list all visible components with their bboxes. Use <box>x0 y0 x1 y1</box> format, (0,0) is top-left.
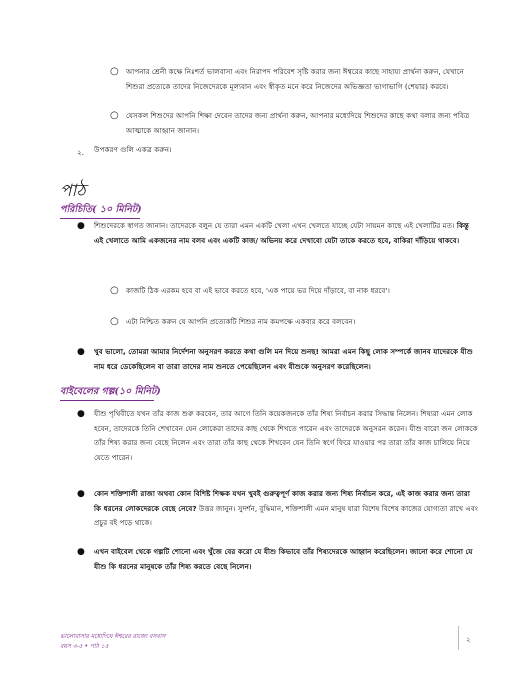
lesson-heading: পাঠ <box>60 181 86 201</box>
story-bullet-1: যীশু পৃথিবীতে যখন তাঁর কাজ শুরু করবেন, তার আগে তিনি কয়েকজনকে তাঁর শিষ্য নির্বাচন করার সিদ্ধান্ত নিলেন। শিষ্যরা এমন লোক হবেন, তাদেরকে তিনি শেখাবেন যেন লোকেরা তাদের কাছ থেকে শিখতে পারেন এবং তাদেরকে অনুসরন করেন। যীশু বারো জন লোককে তাঁর শিষ্য করার জন্য বেছে নিলেন এবং তারা তাঁর কাছ থেকে শিখবেন যেন তিনি স্বর্গে ফিরে যাওয়ার পর তারা তাঁর কাজ চালিয়ে নিয়ে যেতে পারেন। <box>94 409 478 462</box>
intro-bullet-1-bold: কিন্তু এই খেলাতে আমি একজনের নাম বলব এবং একটি কাজ/ অভিনয় করে দেখাবো যেটা তাকে করতে হবে, বাকিরা দাঁড়িয়ে থাকবে। <box>94 221 469 245</box>
section-title-introduction: পরিচিতি( ১০ মিনিট) <box>60 204 142 215</box>
section-underline <box>60 400 154 401</box>
intro-sub-bullet-2: এটা নিশ্চিত করুন যে আপনি প্রত্যেকটি শিশুর নাম কমপক্ষে একবার করে বলবেন। <box>126 317 356 326</box>
footer-subtitle: বয়স ৩-৫ • পাঠ ১৫ <box>60 643 109 650</box>
page-number: ২ <box>466 636 471 644</box>
circle-bullet-icon: ○ <box>110 285 119 296</box>
section-title-bible-story: বাইবেলের গল্প(১০ মিনিট) <box>60 386 161 397</box>
footer-title: ভালোবাসার মধ্যেদিয়ে ঈশ্বরের রাজ্যে বসবাস <box>60 633 166 640</box>
bullet-icon: ● <box>77 347 85 357</box>
intro-bullet-1-text: শিশুদেরকে স্বাগত জানান। তাদেরকে বলুন যে তারা এমন একটি খেলা এখন খেলতে যাচ্ছে যেটা সায়মন কাছে এই খেলাটির মত। <box>94 221 455 230</box>
bullet-icon: ● <box>77 221 85 231</box>
story-bullet-2-question: কোন শক্তিশালী রাজা অথবা কোন বিশিষ্ট শিক্ষক যখন খুবই গুরুত্বপূর্ণ কাজ করার জন্য শিষ্য নির্বাচন করে, এই কাজ করার জন্য তারা কি ধরনের লোকদেরকে বেছে নেবে? <box>94 489 470 513</box>
story-bullet-2-answer: উত্তর জানুন। সুদর্শন, বুদ্ধিমান, শক্তিশালী এমন মানুষ যারা বিশেষ বিশেষ কাজের যোগ্যতা রাখে এবং প্রচুর বই পড়ে থাকে। <box>94 503 478 527</box>
intro-paragraph-1: আপনার শ্রেনী কক্ষে নিঃশর্ত ভালবাসা এবং নিরাপদ পরিবেশ সৃষ্টি করার জন্য ঈশ্বরের কাছে সাহায্য প্রার্থনা করুন, যেখানে শিশুরা প্রত্যেকে তাদের নিজেদেরকে মূল্যবান এবং স্বীকৃত মনে করে নিজেদের অভিজ্ঞতা ভাগাভাগি (শেয়ার) করবে। <box>126 67 464 91</box>
bullet-icon: ● <box>77 489 85 499</box>
bullet-icon: ● <box>77 547 85 557</box>
intro-bullet-2: খুব ভালো, তোমরা আমার নির্দেশনা অনুসরণ করতে কথা গুলি মন দিয়ে শুনছ! আমরা এমন কিছু লোক সম্পর্কে জানব যাদেরকে যীশু নাম ধরে ডেকেছিলেন বা তারা তাদের নাম শুনতে পেয়েছিলেন এবং যীশুকে অনুসরণ করেছিলেন। <box>94 347 473 371</box>
intro-step-2: উপকরণ গুলি একত্র করুন। <box>94 145 172 154</box>
circle-bullet-icon: ○ <box>110 316 119 327</box>
circle-bullet-icon: ○ <box>110 110 119 121</box>
intro-paragraph-2: যেসকল শিশুদের আপনি শিক্ষা দেবেন তাদের জন্য প্রার্থনা করুন, আপনার মধ্যেদিয়ে শিশুদের কাছে কথা বলার জন্য পবিত্র আত্মাকে আহ্বান জানান। <box>126 111 470 135</box>
story-bullet-3: এখন বাইবেল থেকে গল্পটি শোনো এবং খুঁজে বের করো যে যীশু কিভাবে তাঁর শিষ্যদেরকে আহ্বান করেছিলেন। জানো করে শোনো যে যীশু কি ধরনের মানুষকে তাঁর শিষ্য করতে বেছে নিলেন। <box>94 547 473 571</box>
bullet-icon: ● <box>77 409 85 419</box>
story-bullet-2 <box>94 487 478 531</box>
list-number: ২. <box>77 148 84 157</box>
intro-bullet-1 <box>94 219 478 248</box>
intro-sub-bullet-1: কাজটি ঠিক এরকম হবে বা এই ভাবে করতে হবে, 'এক পায়ে ভর দিয়ে দাঁড়াবে, বা নাক ধরবে'। <box>126 286 390 295</box>
circle-bullet-icon: ○ <box>110 66 119 77</box>
footer-divider <box>458 626 459 650</box>
